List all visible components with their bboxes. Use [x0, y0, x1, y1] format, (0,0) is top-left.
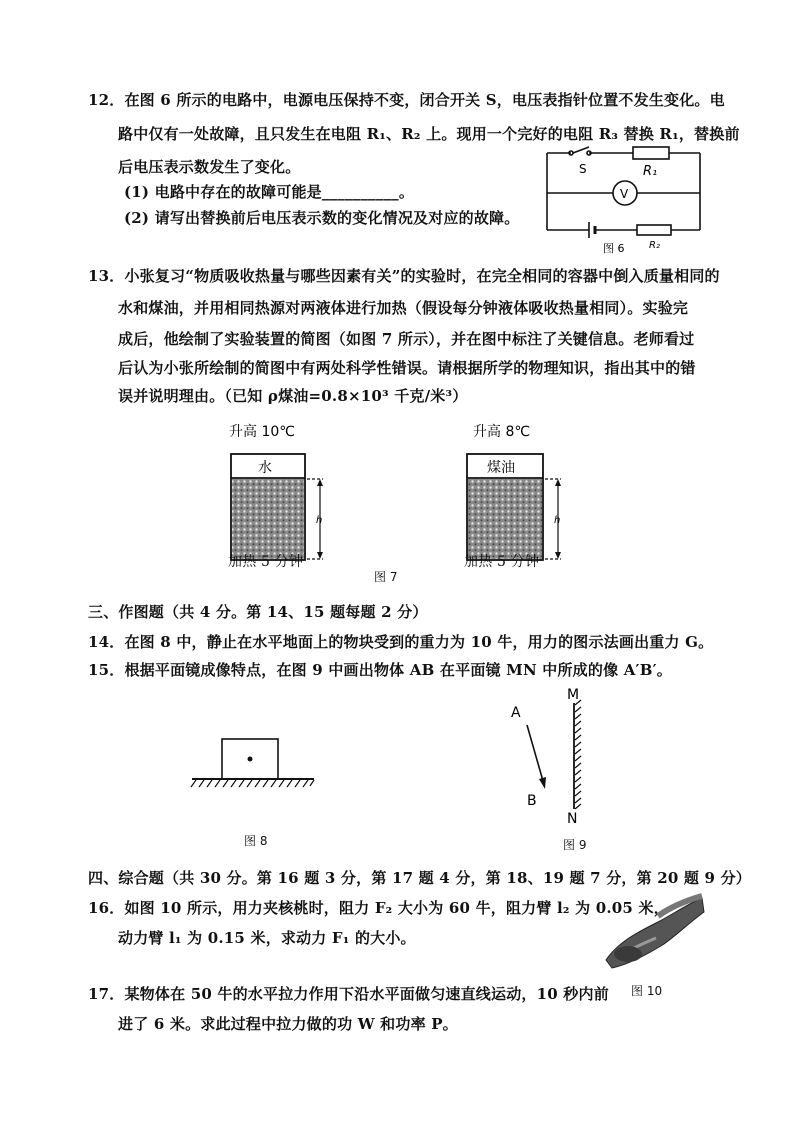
figure-8-block-on-ground — [190, 735, 320, 795]
q13-line-5: 误并说明理由。（已知 ρ煤油=0.8×10³ 千克/米³） — [118, 387, 468, 405]
figure-10-nutcracker-photo — [598, 892, 708, 972]
water-temp-rise: 升高 10℃ — [229, 424, 295, 440]
kerosene-height-label: h — [554, 515, 561, 526]
point-a-label: A — [511, 705, 521, 721]
q12-subquestion-1: (1) 电路中存在的故障可能是__________。 — [124, 183, 415, 201]
mirror-n-label: N — [567, 811, 578, 827]
figure-9-mirror — [505, 685, 595, 835]
q12-subquestion-2: (2) 请写出替换前后电压表示数的变化情况及对应的故障。 — [124, 209, 520, 227]
figure-6-circuit — [545, 145, 705, 255]
water-heating-time: 加热 5 分钟 — [228, 554, 304, 570]
kerosene-label: 煤油 — [487, 460, 515, 476]
q12-line-2: 路中仅有一处故障，且只发生在电阻 R₁、R₂ 上。现用一个完好的电阻 R₃ 替换 R₁，替换前 — [118, 125, 740, 143]
switch-label: S — [579, 162, 587, 176]
q17-line-1: 17．某物体在 50 牛的水平拉力作用下沿水平面做匀速直线运动，10 秒内前 — [88, 985, 609, 1003]
section-3-title: 三、作图题（共 4 分。第 14、15 题每题 2 分） — [88, 603, 428, 621]
q13-line-1: 13．小张复习“物质吸收热量与哪些因素有关”的实验时，在完全相同的容器中倒入质量相同的 — [88, 267, 720, 285]
q13-line-2: 水和煤油，并用相同热源对两液体进行加热（假设每分钟液体吸收热量相同）。实验完 — [118, 299, 689, 317]
q13-line-3: 成后，他绘制了实验装置的简图（如图 7 所示），并在图中标注了关键信息。老师看过 — [118, 330, 695, 348]
kerosene-heating-time: 加热 5 分钟 — [464, 554, 540, 570]
q12-line-3: 后电压表示数发生了变化。 — [118, 158, 301, 176]
q16-line-1: 16．如图 10 所示，用力夹核桃时，阻力 F₂ 大小为 60 牛，阻力臂 l₂ 为 0.05 米， — [88, 899, 669, 917]
mirror-m-label: M — [567, 687, 580, 703]
q15-text: 15．根据平面镜成像特点，在图 9 中画出物体 AB 在平面镜 MN 中所成的像 A′B′。 — [88, 661, 672, 679]
figure-9-caption: 图 9 — [563, 838, 587, 852]
r1-label: R₁ — [643, 164, 658, 179]
figure-10-caption: 图 10 — [631, 984, 663, 998]
q17-line-2: 进了 6 米。求此过程中拉力做的功 W 和功率 P。 — [118, 1015, 458, 1033]
voltmeter-label: V — [620, 187, 629, 201]
q12-line-1: 12．在图 6 所示的电路中，电源电压保持不变，闭合开关 S，电压表指针位置不发生变化。电 — [88, 91, 725, 109]
r2-label: R₂ — [649, 240, 660, 251]
kerosene-temp-rise: 升高 8℃ — [473, 424, 531, 440]
water-height-label: h — [316, 515, 323, 526]
point-b-label: B — [527, 793, 537, 809]
q16-line-2: 动力臂 l₁ 为 0.15 米，求动力 F₁ 的大小。 — [118, 929, 416, 947]
q14-text: 14．在图 8 中，静止在水平地面上的物块受到的重力为 10 牛，用力的图示法画出重力 G。 — [88, 633, 714, 651]
figure-6-caption: 图 6 — [603, 242, 625, 255]
water-label: 水 — [258, 460, 272, 476]
figure-7-caption: 图 7 — [374, 570, 398, 584]
q13-line-4: 后认为小张所绘制的简图中有两处科学性错误。请根据所学的物理知识，指出其中的错 — [118, 359, 696, 377]
section-4-title: 四、综合题（共 30 分。第 16 题 3 分，第 17 题 4 分，第 18、19 题 7 分，第 20 题 9 分） — [88, 869, 751, 887]
figure-8-caption: 图 8 — [244, 834, 268, 848]
